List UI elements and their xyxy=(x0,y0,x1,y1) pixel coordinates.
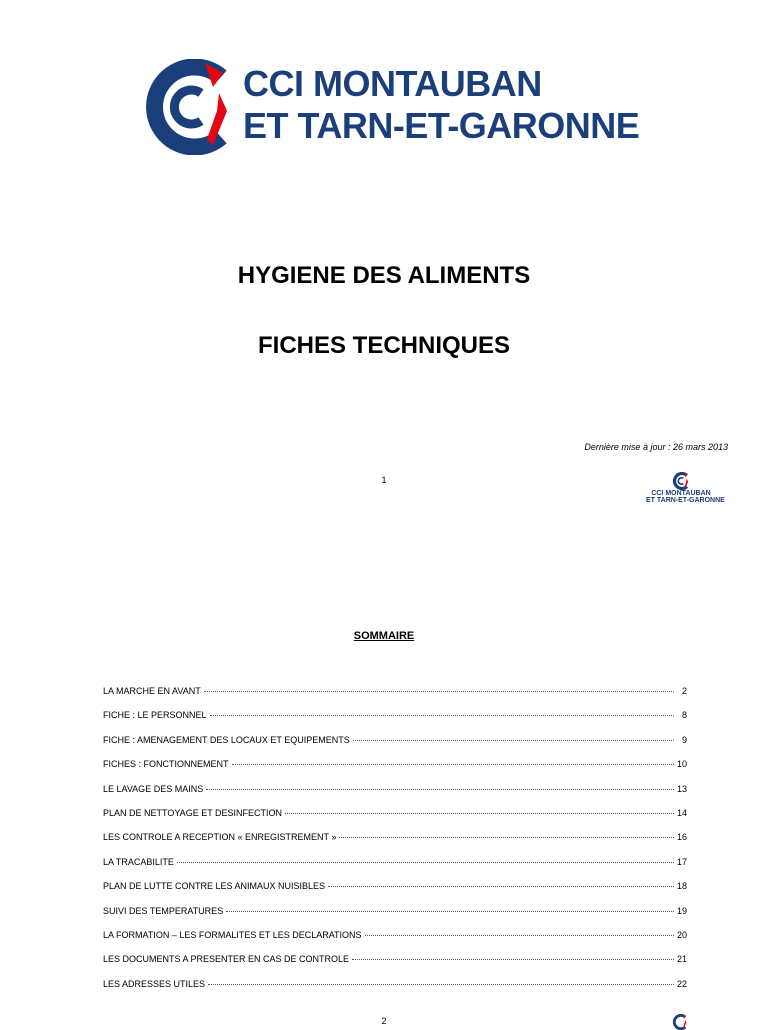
cci-emblem-icon xyxy=(141,59,237,155)
toc-heading: SOMMAIRE xyxy=(353,630,415,642)
toc-dot-leader xyxy=(206,789,674,790)
cci-logo-small xyxy=(646,472,725,506)
toc-entry-label: PLAN DE LUTTE CONTRE LES ANIMAUX NUISIBLES xyxy=(103,881,326,892)
toc-entry[interactable] xyxy=(103,784,687,808)
toc-entry-page: 8 xyxy=(681,710,687,721)
table-of-contents xyxy=(103,686,687,1003)
page-number-1: 1 xyxy=(381,475,387,485)
logo-line-1: CCI MONTAUBAN xyxy=(243,63,542,104)
toc-entry-label: LA FORMATION – LES FORMALITES ET LES DECLARATIONS xyxy=(103,929,362,940)
toc-entry[interactable] xyxy=(103,686,687,710)
toc-entry-page: 20 xyxy=(676,929,687,940)
toc-entry[interactable] xyxy=(103,881,687,905)
small-logo-line-1: CCI MONTAUBAN xyxy=(651,490,711,497)
toc-entry[interactable] xyxy=(103,808,687,832)
toc-entry-label: LE LAVAGE DES MAINS xyxy=(103,783,204,794)
toc-dot-leader xyxy=(285,813,674,814)
last-update-date: Dernière mise à jour : 26 mars 2013 xyxy=(584,442,728,452)
toc-entry[interactable] xyxy=(103,735,687,759)
toc-entry-label: FICHES : FONCTIONNEMENT xyxy=(103,759,229,770)
toc-entry-page: 2 xyxy=(681,686,687,696)
cci-emblem-page2-icon xyxy=(672,1014,688,1030)
toc-entry[interactable] xyxy=(103,979,687,1003)
toc-entry-label: FICHE : AMENAGEMENT DES LOCAUX ET EQUIPEMENTS xyxy=(103,734,350,745)
cci-emblem-small-icon xyxy=(672,472,690,490)
toc-entry-page: 10 xyxy=(676,759,687,770)
document-title: HYGIENE DES ALIMENTS xyxy=(237,262,531,289)
toc-dot-leader xyxy=(339,837,674,838)
cci-logo xyxy=(141,59,640,155)
toc-dot-leader xyxy=(328,886,674,887)
toc-entry-page: 14 xyxy=(676,807,687,818)
toc-dot-leader xyxy=(365,935,674,936)
toc-entry-label: LES CONTROLE A RECEPTION « ENREGISTREMENT » xyxy=(103,832,337,843)
toc-dot-leader xyxy=(204,691,674,692)
toc-entry[interactable] xyxy=(103,954,687,978)
small-logo-line-2: ET TARN-ET-GARONNE xyxy=(646,497,725,504)
toc-entry-label: SUIVI DES TEMPERATURES xyxy=(103,905,224,916)
toc-entry-label: LA MARCHE EN AVANT xyxy=(103,686,201,696)
toc-dot-leader xyxy=(352,959,674,960)
toc-entry-page: 9 xyxy=(681,734,687,745)
toc-entry[interactable] xyxy=(103,710,687,734)
toc-entry-label: PLAN DE NETTOYAGE ET DESINFECTION xyxy=(103,807,283,818)
document-subtitle: FICHES TECHNIQUES xyxy=(257,332,511,359)
toc-dot-leader xyxy=(177,862,674,863)
toc-entry-page: 21 xyxy=(676,954,687,965)
toc-entry-page: 17 xyxy=(676,856,687,867)
toc-entry-label: FICHE : LE PERSONNEL xyxy=(103,710,207,721)
toc-dot-leader xyxy=(208,984,674,985)
toc-dot-leader xyxy=(353,740,674,741)
toc-entry[interactable] xyxy=(103,759,687,783)
toc-entry[interactable] xyxy=(103,857,687,881)
toc-entry-page: 13 xyxy=(676,783,687,794)
toc-entry[interactable] xyxy=(103,832,687,856)
toc-entry[interactable] xyxy=(103,906,687,930)
toc-entry-page: 22 xyxy=(676,978,687,989)
toc-entry[interactable] xyxy=(103,930,687,954)
toc-entry-label: LES ADRESSES UTILES xyxy=(103,978,206,989)
toc-dot-leader xyxy=(210,715,674,716)
toc-dot-leader xyxy=(232,764,674,765)
toc-entry-page: 16 xyxy=(676,832,687,843)
toc-dot-leader xyxy=(226,911,674,912)
logo-line-2: ET TARN-ET-GARONNE xyxy=(243,105,640,146)
toc-entry-label: LES DOCUMENTS A PRESENTER EN CAS DE CONTROLE xyxy=(103,954,350,965)
page-number-2: 2 xyxy=(381,1016,387,1026)
toc-entry-label: LA TRACABILITE xyxy=(103,856,174,867)
toc-entry-page: 18 xyxy=(676,881,687,892)
toc-entry-page: 19 xyxy=(676,905,687,916)
